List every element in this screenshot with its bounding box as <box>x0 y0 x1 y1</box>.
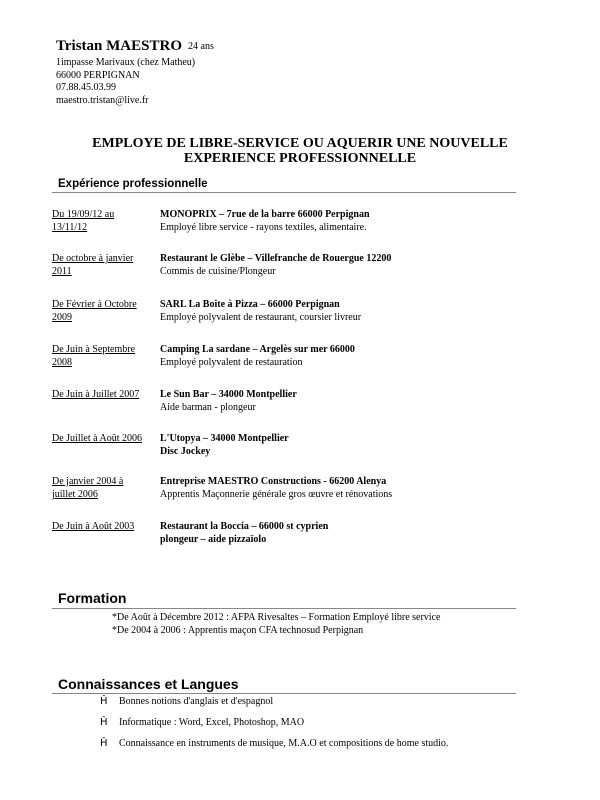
skill-text: Bonnes notions d'anglais et d'espagnol <box>119 696 274 707</box>
phone-number: 07.88.45.03.99 <box>56 82 116 93</box>
date-line: De Juin à Septembre <box>52 344 136 355</box>
date-line: 2011 <box>52 266 72 277</box>
role: Aide barman - plongeur <box>160 402 256 413</box>
bullet-icon: Ĥ <box>100 738 108 749</box>
bullet-icon: Ĥ <box>100 696 108 707</box>
company: Entreprise MAESTRO Constructions - 66200 Alenya <box>160 476 387 487</box>
experience-description <box>160 208 522 234</box>
formation-item: *De 2004 à 2006 : Apprentis maçon CFA technosud Perpignan <box>112 624 364 636</box>
company: SARL La Boite à Pizza – 66000 Perpignan <box>160 299 340 310</box>
date-line: De Juin à Juillet 2007 <box>52 389 140 400</box>
date-line: De Juillet à Août 2006 <box>52 433 142 444</box>
section-title-experience: Expérience professionnelle <box>58 178 208 190</box>
date-line: juillet 2006 <box>52 489 98 500</box>
experience-description <box>160 432 522 458</box>
date-line: 2008 <box>52 357 72 368</box>
headline-line-2: EXPERIENCE PROFESSIONNELLE <box>183 151 417 166</box>
company: Restaurant la Boccia – 66000 st cyprien <box>160 521 329 532</box>
company: Restaurant le Glèbe – Villefranche de Rouergue 12200 <box>160 253 392 264</box>
role: plongeur – aide pizzaïolo <box>160 534 267 545</box>
company: L'Utopya – 34000 Montpellier <box>160 433 289 444</box>
address-line-1: 1impasse Marivaux (chez Matheu) <box>56 57 196 68</box>
experience-date <box>52 343 152 369</box>
bullet-icon: Ĥ <box>100 717 108 728</box>
candidate-age: 24 ans <box>188 41 214 52</box>
role: Employé polyvalent de restaurant, coursier livreur <box>160 312 362 323</box>
date-line: De Juin à Août 2003 <box>52 521 135 532</box>
candidate-name: Tristan MAESTRO <box>56 38 182 54</box>
company: Le Sun Bar – 34000 Montpellier <box>160 389 297 400</box>
section-divider <box>52 192 516 193</box>
contact-block <box>56 57 195 107</box>
address-line-2: 66000 PERPIGNAN <box>56 69 140 81</box>
formation-list <box>112 612 440 637</box>
role: Employé libre service - rayons textiles, alimentaire. <box>160 222 367 233</box>
date-line: De octobre à janvier <box>52 253 134 264</box>
role: Apprentis Maçonnerie générale gros œuvre et rénovations <box>160 489 393 500</box>
experience-description <box>160 475 522 501</box>
company: MONOPRIX – 7rue de la barre 66000 Perpignan <box>160 209 370 220</box>
experience-date <box>52 432 152 445</box>
experience-date <box>52 475 152 501</box>
experience-description <box>160 298 522 324</box>
experience-description <box>160 343 522 369</box>
date-line: De janvier 2004 à <box>52 476 124 487</box>
section-title-formation: Formation <box>58 590 127 606</box>
section-divider <box>52 693 516 694</box>
section-divider <box>52 608 516 609</box>
date-line: 13/11/12 <box>52 222 88 233</box>
headline-line-1: EMPLOYE DE LIBRE-SERVICE OU AQUERIR UNE NOUVELLE <box>92 136 508 151</box>
experience-description <box>160 520 522 546</box>
experience-description <box>160 252 522 278</box>
job-objective-title <box>40 136 560 166</box>
email-address: maestro.tristan@live.fr <box>56 94 149 106</box>
section-title-skills: Connaissances et Langues <box>58 676 239 692</box>
company: Camping La sardane – Argelès sur mer 66000 <box>160 344 355 355</box>
date-line: De Février à Octobre <box>52 299 137 310</box>
experience-date <box>52 520 152 533</box>
role: Employé polyvalent de restauration <box>160 357 303 368</box>
date-line: 2009 <box>52 312 72 323</box>
experience-date <box>52 252 152 278</box>
role: Disc Jockey <box>160 446 211 457</box>
role: Commis de cuisine/Plongeur <box>160 266 276 277</box>
experience-description <box>160 388 522 414</box>
skill-text: Connaissance en instruments de musique, M.A.O et compositions de home studio. <box>119 738 449 749</box>
date-line: Du 19/09/12 au <box>52 209 115 220</box>
formation-item: *De Août à Décembre 2012 : AFPA Rivesaltes – Formation Employé libre service <box>112 612 441 623</box>
experience-date <box>52 208 152 234</box>
experience-date <box>52 298 152 324</box>
experience-date <box>52 388 152 401</box>
skill-text: Informatique : Word, Excel, Photoshop, MAO <box>119 717 305 728</box>
